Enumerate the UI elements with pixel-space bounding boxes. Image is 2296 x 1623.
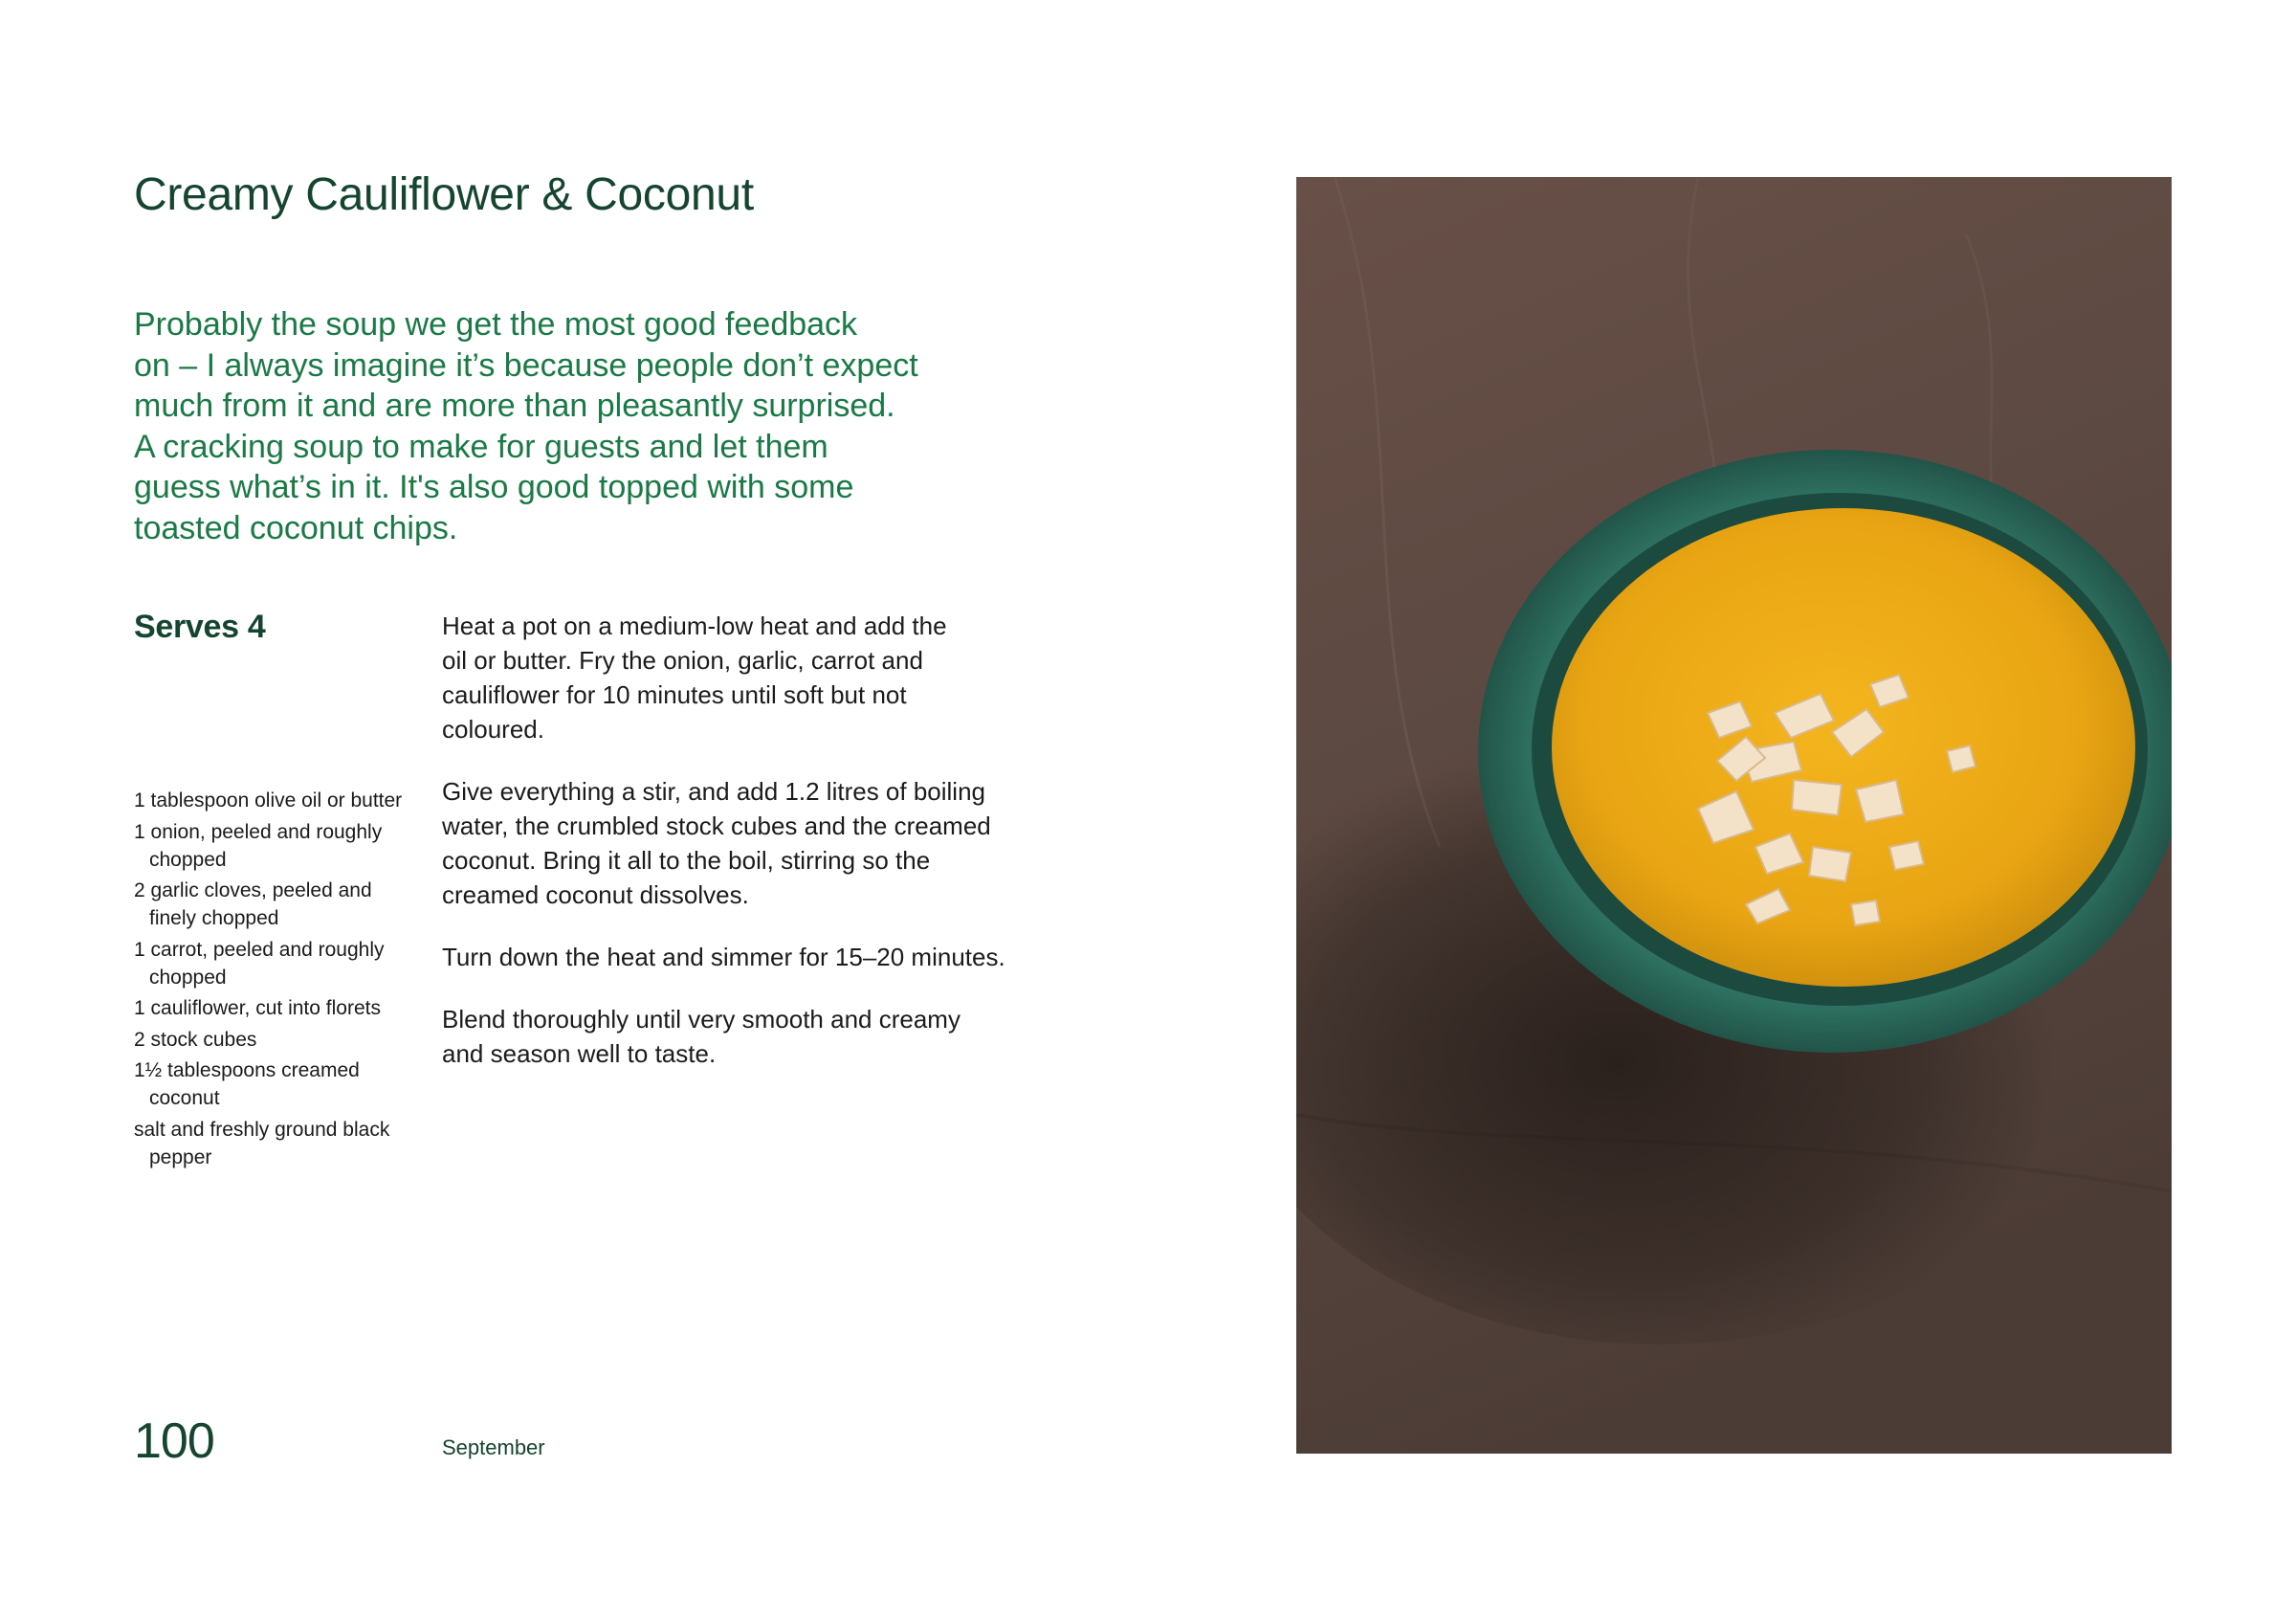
coconut-chip: [1889, 841, 1924, 870]
soup-photo: [1296, 177, 2172, 1454]
serves-label: Serves 4: [134, 609, 266, 645]
method-step: [442, 609, 1035, 746]
ingredient-item: 1 onion, peeled and roughly chopped: [134, 820, 383, 871]
method-steps: [442, 609, 1035, 1099]
ingredient-item: 1 carrot, peeled and roughly chopped: [134, 938, 385, 989]
method-line: Give everything a stir, and add 1.2 litres of boiling: [442, 777, 985, 806]
recipe-title: Creamy Cauliflower & Coconut: [134, 169, 754, 220]
method-line: Turn down the heat and simmer for 15–20 minutes.: [442, 943, 1005, 971]
intro-line: much from it and are more than pleasantly surprised.: [134, 388, 895, 424]
ingredient-list: [134, 787, 411, 1174]
method-line: water, the crumbled stock cubes and the creamed: [442, 812, 991, 840]
method-line: Blend thoroughly until very smooth and creamy: [442, 1005, 960, 1034]
recipe-intro: [134, 304, 976, 548]
coconut-chip: [1809, 847, 1851, 881]
ingredient-item: 1 tablespoon olive oil or butter: [134, 789, 403, 812]
method-line: coconut. Bring it all to the boil, stirring so the: [442, 846, 931, 875]
coconut-chip: [1851, 900, 1880, 925]
intro-line: A cracking soup to make for guests and let them: [134, 428, 828, 465]
ingredient-item: 1 cauliflower, cut into florets: [134, 997, 381, 1019]
ingredient-item: 2 stock cubes: [134, 1028, 257, 1051]
method-step: [442, 940, 1035, 974]
coconut-chip: [1792, 780, 1842, 815]
ingredient-item: 1½ tablespoons creamed coconut: [134, 1059, 360, 1109]
ingredient-item: salt and freshly ground black pepper: [134, 1118, 390, 1168]
page-number: 100: [134, 1413, 214, 1469]
method-line: oil or butter. Fry the onion, garlic, carrot and: [442, 646, 923, 675]
intro-line: toasted coconut chips.: [134, 509, 458, 546]
method-line: and season well to taste.: [442, 1039, 717, 1068]
method-line: cauliflower for 10 minutes until soft but not: [442, 680, 907, 709]
intro-line: Probably the soup we get the most good feedback: [134, 306, 858, 343]
running-footer-month: September: [442, 1435, 545, 1459]
intro-line: on – I always imagine it’s because people don’t expect: [134, 346, 918, 384]
method-line: creamed coconut dissolves.: [442, 880, 749, 909]
intro-line: guess what’s in it. It's also good topped with some: [134, 469, 854, 505]
method-step: [442, 774, 1035, 912]
method-step: [442, 1002, 1035, 1071]
ingredient-item: 2 garlic cloves, peeled and finely chopped: [134, 879, 372, 929]
coconut-chip: [1947, 745, 1976, 772]
method-line: coloured.: [442, 715, 544, 744]
method-line: Heat a pot on a medium-low heat and add the: [442, 611, 947, 640]
